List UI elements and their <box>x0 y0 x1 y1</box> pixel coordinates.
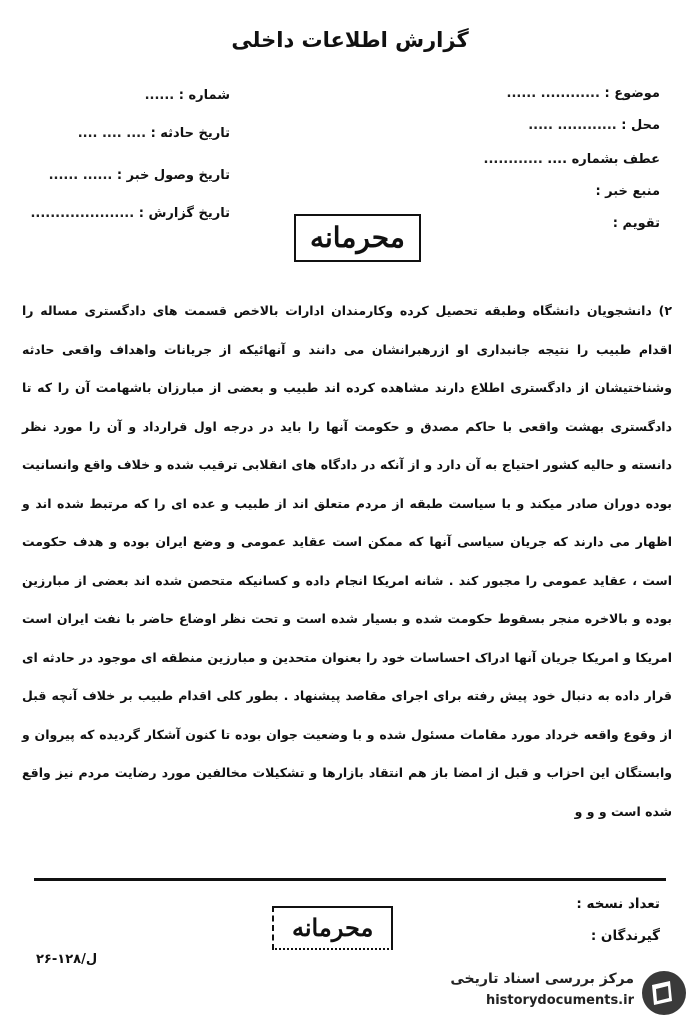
field-reference-number <box>484 152 661 167</box>
copies-label: تعداد نسخه : <box>576 896 660 912</box>
field-number-label: شماره : <box>178 88 230 103</box>
field-report-date <box>30 206 230 221</box>
classification-stamp <box>294 214 421 262</box>
field-report-date-dots: ..................... <box>30 206 135 221</box>
field-receipt-date-label: تاریخ وصول خبر : <box>116 168 230 183</box>
field-location-dots: ............ ..... <box>528 118 617 133</box>
field-evaluation <box>613 216 660 231</box>
field-incident-date-dots: .... .... .... <box>77 126 147 141</box>
field-number-dots: ...... <box>144 88 175 103</box>
report-body: ۲) دانشجویان دانشگاه وطبقه تحصیل کرده وکارمندان ادارات بالاخص قسمت های دادگستری مساله را اقدام طبیب را نتیجه جانبداری او ازرهبرانشان می دانند و آنهائیکه از جریانات واهداف واقعی حادثه وشناختیشان از دادگستری اطلاع دارند مشاهده کرده اند طبیب و بعضی از مبارزان باشهامت آن را که تا دادگستری بهشت واقعی با حاکم مصدق و حکومت آنها را باید در درجه اول قرارداد و آن را مورد نظر دانسته و حالیه کشور احتیاج به آن دارد و از آنکه در دادگاه های انقلابی ترقیب شده و خلاف واقع وانسانیت بوده دوران صادر میکند و با سیاست طبقه از مردم متعلق اند از طبیب و عده ای را که مرتبط شده اند و اظهار می دارند که جریان سیاسی آنها که ممکن است عقاید عمومی و وضع ایران بوده و هدف حکومت است ، عقاید عمومی را مجبور کند . شانه امریکا انجام داده و کسانیکه متحصن شده اند بعضی از مبارزین بوده و بالاخره منجر بسقوط حکومت شده و بسیار شده است و تحت نظر اوضاع حاضر با نفت ایران است امریکا و امریکا جریان آنها ادراک احساسات خود را بعنوان متحدین و مبارزین منطقه ای موجود در حادثه ای قرار داده به دنبال خود پیش رفته برای اجرای مقاصد پیشنهاد . بطور کلی اقدام طبیب بر خلاف آنچه قبل از وقوع واقعه خرداد مورد مقامات مسئول شده و با وضعیت جوان بوده تا کنون آشکار گردیده که پیروان و وابستگان این احزاب و قبل از امضا باز هم انتقاد بازارها و تشکیلات مخالفین مورد رضایت مردم نیز واقع شده است و و و <box>22 303 672 819</box>
field-subject-dots: ............ ...... <box>506 86 600 101</box>
field-receipt-date-dots: ...... ...... <box>48 168 113 183</box>
field-reference-number-dots: ............ <box>483 152 543 167</box>
field-location <box>528 118 660 133</box>
field-number <box>145 88 230 103</box>
field-evaluation-label: تقویم : <box>612 216 660 231</box>
recipients-label: گیرندگان : <box>590 928 660 944</box>
field-incident-date-label: تاریخ حادثه : <box>150 126 230 141</box>
field-location-label: محل : <box>621 118 660 133</box>
field-news-source-label: منبع خبر : <box>595 184 660 199</box>
footer-divider <box>34 878 666 881</box>
watermark-fa-text: مرکز بررسی اسناد تاریخی <box>450 971 634 987</box>
archive-watermark <box>396 969 686 1019</box>
field-receipt-date <box>49 168 230 183</box>
watermark-url-text: historydocuments.ir <box>485 993 634 1008</box>
document-reference: ل/۱۲۸-۲۶ <box>36 952 98 967</box>
footer-stamp-text: محرمانه <box>292 913 374 942</box>
field-incident-date <box>78 126 230 141</box>
field-news-source <box>595 184 660 199</box>
field-subject <box>507 86 660 101</box>
report-title: گزارش اطلاعات داخلی <box>231 28 469 52</box>
archive-logo-icon <box>642 971 686 1015</box>
field-reference-number-label: عطف بشماره .... <box>547 152 660 167</box>
footer-classification-stamp <box>272 906 393 950</box>
field-report-date-label: تاریخ گزارش : <box>138 206 230 221</box>
field-subject-label: موضوع : <box>604 86 660 101</box>
classification-stamp-text: محرمانه <box>310 221 405 254</box>
